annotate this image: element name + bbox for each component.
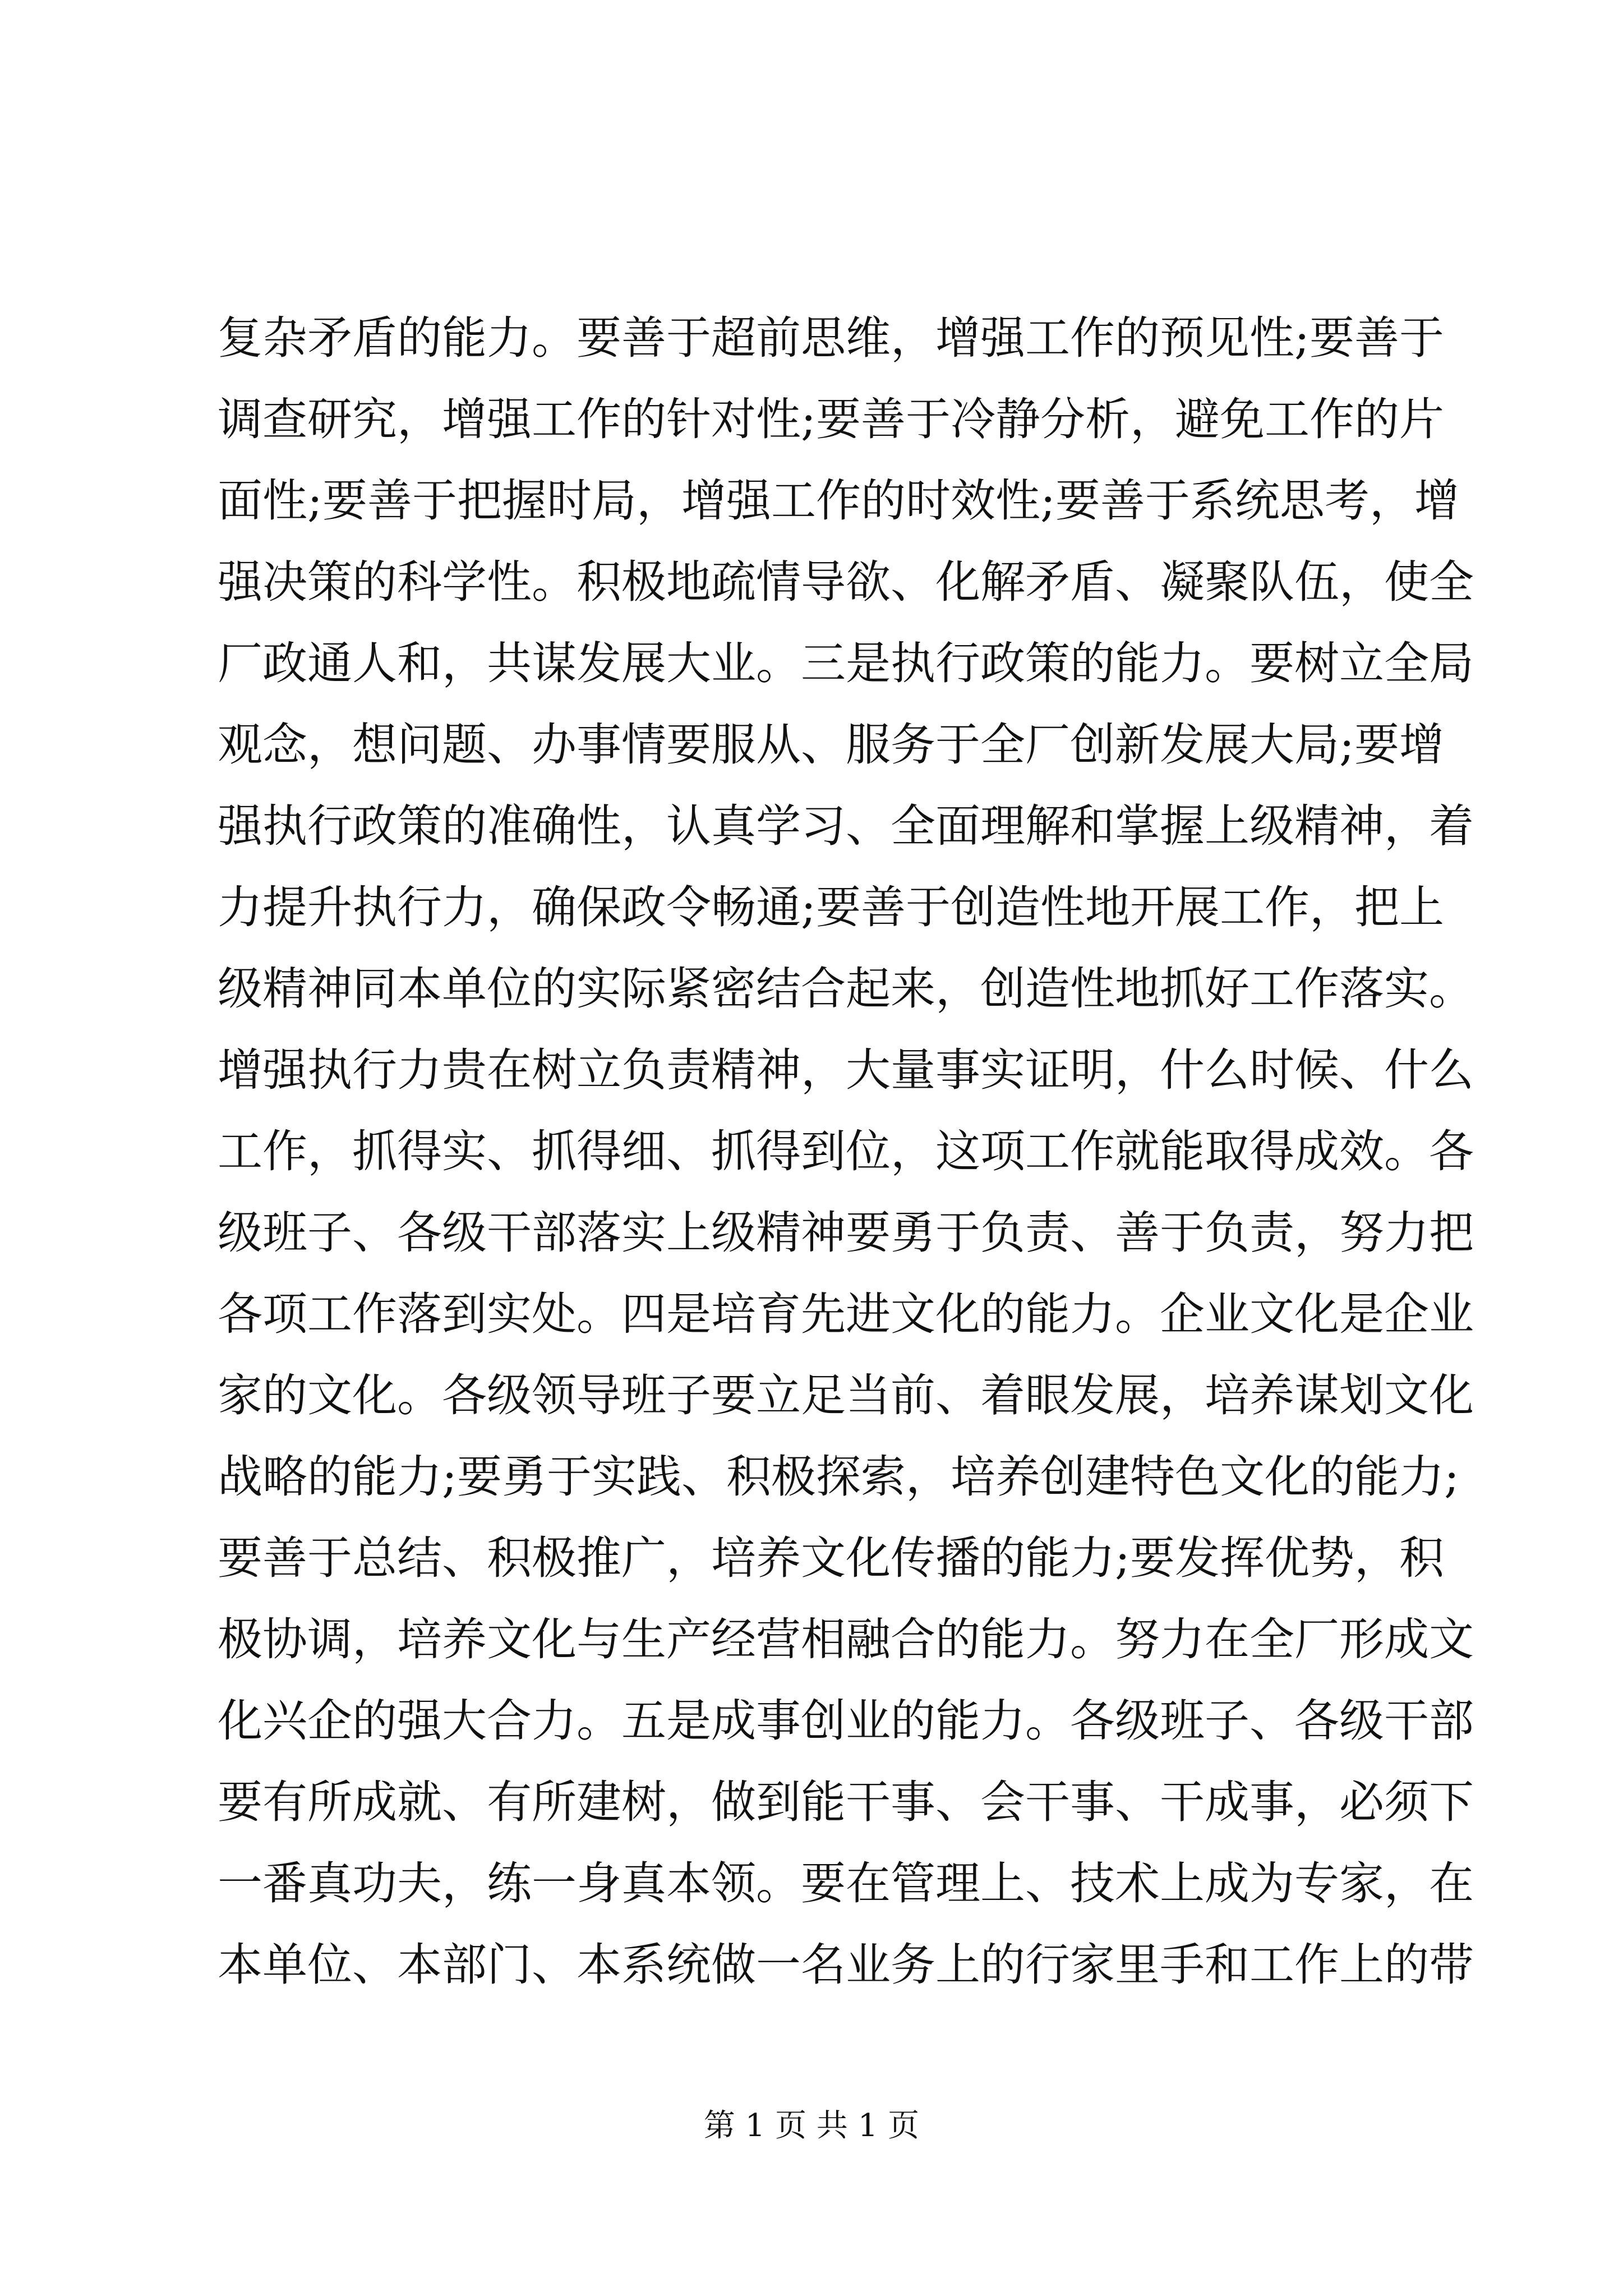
text-line: 级班子、各级干部落实上级精神要勇于负责、善于负责，努力把	[218, 1207, 1474, 1259]
text-line: 要有所成就、有所建树，做到能干事、会干事、干成事，必须下	[218, 1776, 1474, 1828]
text-line: 本单位、本部门、本系统做一名业务上的行家里手和工作上的带	[218, 1939, 1474, 1991]
text-line: 强决策的科学性。积极地疏情导欲、化解矛盾、凝聚队伍，使全	[218, 556, 1474, 608]
text-line: 调查研究，增强工作的针对性;要善于冷静分析，避免工作的片	[218, 393, 1444, 445]
body-text	[218, 297, 1474, 2005]
text-line: 面性;要善于把握时局，增强工作的时效性;要善于系统思考，增	[218, 475, 1459, 527]
text-line: 级精神同本单位的实际紧密结合起来，创造性地抓好工作落实。	[218, 963, 1474, 1015]
text-line: 复杂矛盾的能力。要善于超前思维，增强工作的预见性;要善于	[218, 312, 1444, 364]
page-footer: 第 1 页 共 1 页	[703, 2108, 920, 2144]
text-line: 增强执行力贵在树立负责精神，大量事实证明，什么时候、什么	[218, 1044, 1474, 1096]
text-line: 家的文化。各级领导班子要立足当前、着眼发展，培养谋划文化	[218, 1369, 1474, 1421]
text-line: 化兴企的强大合力。五是成事创业的能力。各级班子、各级干部	[218, 1695, 1474, 1747]
text-line: 一番真功夫，练一身真本领。要在管理上、技术上成为专家，在	[218, 1857, 1474, 1910]
text-line: 厂政通人和，共谋发展大业。三是执行政策的能力。要树立全局	[218, 637, 1474, 689]
text-line: 强执行政策的准确性，认真学习、全面理解和掌握上级精神，着	[218, 800, 1474, 852]
text-line: 观念，想问题、办事情要服从、服务于全厂创新发展大局;要增	[218, 719, 1444, 771]
text-line: 工作，抓得实、抓得细、抓得到位，这项工作就能取得成效。各	[218, 1125, 1474, 1177]
text-line: 战略的能力;要勇于实践、积极探索，培养创建特色文化的能力;	[218, 1451, 1459, 1503]
text-line: 力提升执行力，确保政令畅通;要善于创造性地开展工作，把上	[218, 881, 1444, 933]
text-line: 各项工作落到实处。四是培育先进文化的能力。企业文化是企业	[218, 1288, 1474, 1340]
text-line: 极协调，培养文化与生产经营相融合的能力。努力在全厂形成文	[218, 1613, 1474, 1665]
text-line: 要善于总结、积极推广，培养文化传播的能力;要发挥优势，积	[218, 1532, 1444, 1584]
